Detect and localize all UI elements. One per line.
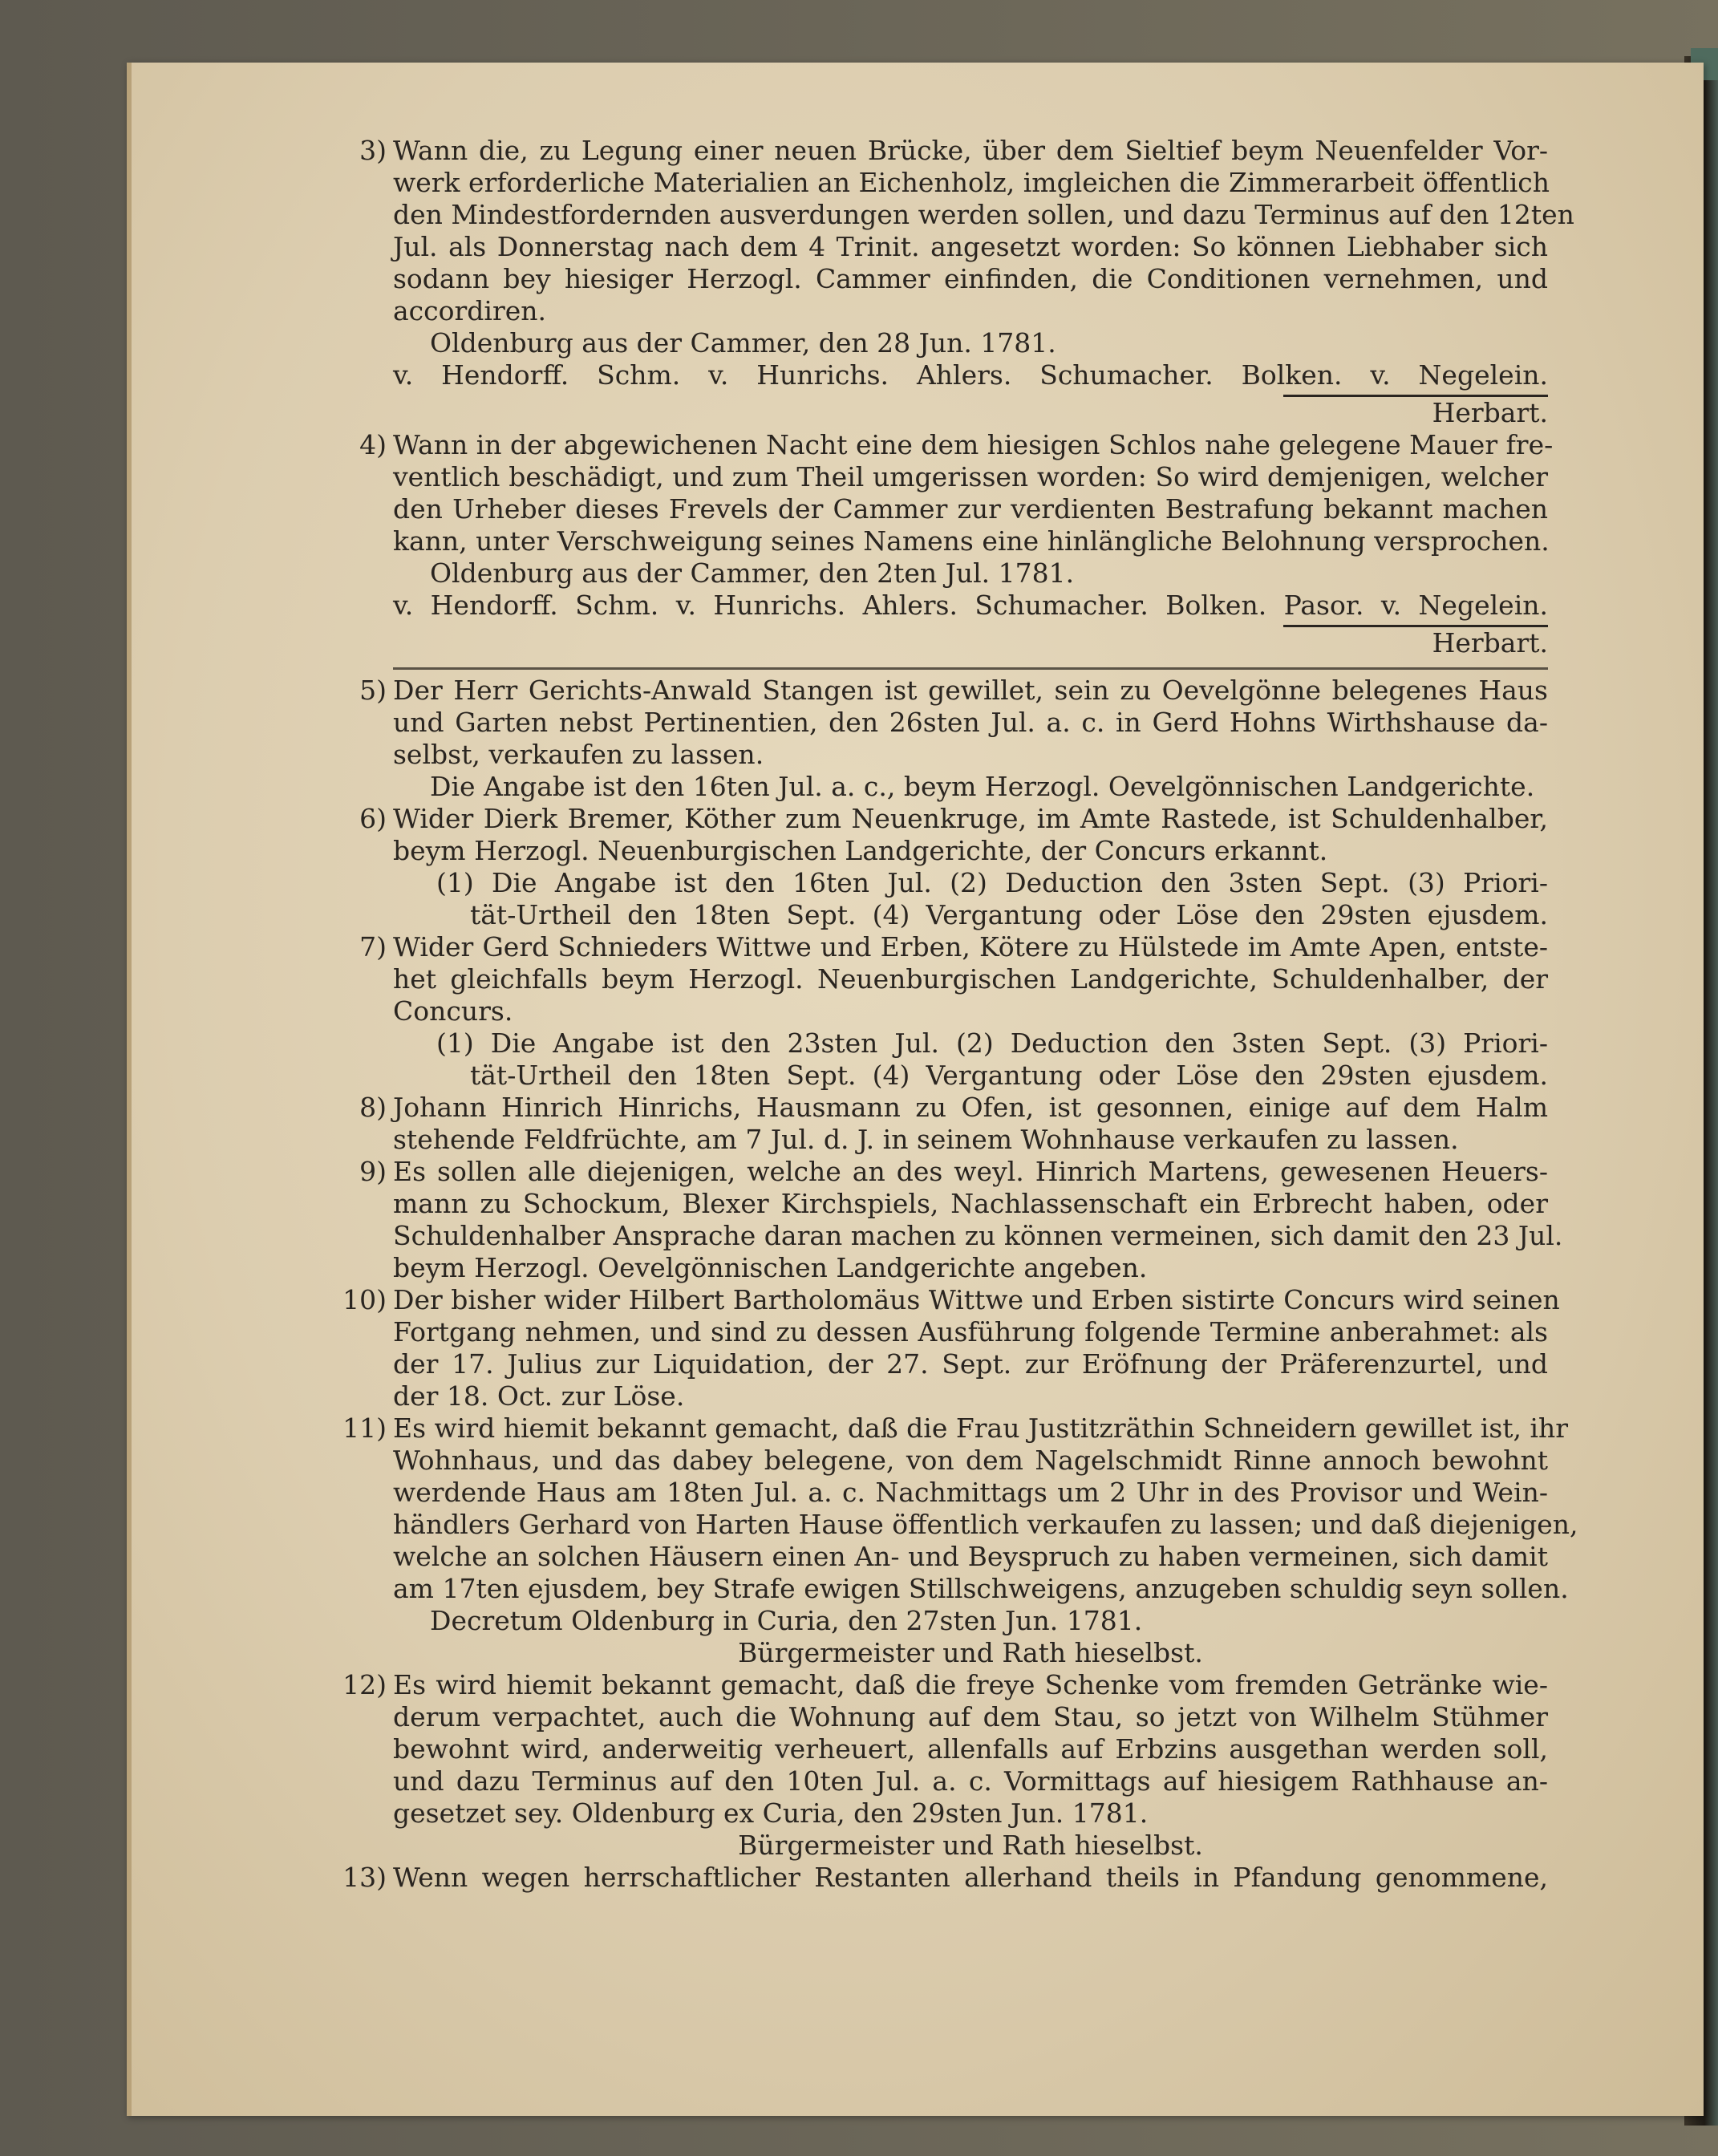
text-line: bewohnt wird, anderweitig verheuert, allenfalls auf Erbzins ausgethan werden soll,: [393, 1733, 1548, 1765]
text-line: Der bisher wider Hilbert Bartholomäus Wittwe und Erben sistirte Concurs wird seinen: [393, 1284, 1560, 1315]
entry-number: 6): [359, 803, 387, 834]
term-line: (1) Die Angabe ist den 16ten Jul. (2) Deduction den 3sten Sept. (3) Priori-: [436, 867, 1548, 898]
term-line: tät-Urtheil den 18ten Sept. (4) Vergantung oder Löse den 29sten ejusdem.: [470, 899, 1548, 930]
term-line: (1) Die Angabe ist den 23sten Jul. (2) Deduction den 3sten Sept. (3) Priori-: [436, 1027, 1548, 1059]
text-line: Wann in der abgewichenen Nacht eine dem hiesigen Schlos nahe gelegene Mauer fre-: [393, 429, 1554, 460]
text-line: Schuldenhalber Ansprache daran machen zu können vermeinen, sich damit den 23 Jul.: [393, 1220, 1563, 1251]
text-line: ventlich beschädigt, und zum Theil umgerissen worden: So wird demjenigen, welcher: [393, 461, 1548, 492]
entry-number: 12): [342, 1669, 387, 1700]
entry-11: [342, 1412, 1578, 1669]
entry-13: [342, 1862, 1548, 1894]
date-line: Decretum Oldenburg in Curia, den 27sten Jun. 1781.: [430, 1605, 1143, 1636]
text-line: Jul. als Donnerstag nach dem 4 Trinit. angesetzt worden: So können Liebhaber sich: [393, 231, 1548, 262]
text-line: werk erforderliche Materialien an Eichenholz, imgleichen die Zimmerarbeit öffentlich: [393, 167, 1550, 198]
entry-number: 11): [342, 1412, 387, 1444]
text-line: und Garten nebst Pertinentien, den 26sten Jul. a. c. in Gerd Hohns Wirthshause da-: [393, 707, 1548, 738]
entry-number: 8): [359, 1092, 387, 1123]
signature-line: Bürgermeister und Rath hieselbst.: [738, 1637, 1203, 1668]
entry-number: 5): [359, 675, 387, 706]
entry-number: 7): [359, 931, 387, 962]
text-line: beym Herzogl. Oevelgönnischen Landgerichte angeben.: [393, 1252, 1148, 1283]
document-text: [342, 135, 1578, 1894]
entry-number: 4): [359, 429, 387, 460]
text-line: und dazu Terminus auf den 10ten Jul. a. c. Vormittags auf hiesigem Rathhause an-: [393, 1765, 1548, 1797]
text-line: mann zu Schockum, Blexer Kirchspiels, Nachlassenschaft ein Erbrecht haben, oder: [393, 1188, 1548, 1219]
signature-line: v. Hendorff. Schm. v. Hunrichs. Ahlers. Schumacher. Bolken. v. Negelein.: [393, 359, 1548, 391]
signature-line: v. Hendorff. Schm. v. Hunrichs. Ahlers. Schumacher. Bolken. Pasor. v. Negelein.: [393, 590, 1548, 621]
text-line: der 17. Julius zur Liquidation, der 27. Sept. zur Eröfnung der Präferenzurtel, und: [393, 1348, 1548, 1380]
text-line: welche an solchen Häusern einen An- und Beyspruch zu haben vermeinen, sich damit: [393, 1541, 1548, 1572]
text-line: het gleichfalls beym Herzogl. Neuenburgischen Landgerichte, Schuldenhalber, der: [393, 963, 1548, 995]
text-line: Wohnhaus, und das dabey belegene, von dem Nagelschmidt Rinne annoch bewohnt: [393, 1445, 1548, 1476]
text-line: accordiren.: [393, 295, 547, 326]
text-line: Der Herr Gerichts-Anwald Stangen ist gewillet, sein zu Oevelgönne belegenes Haus: [393, 675, 1548, 706]
entry-number: 3): [359, 135, 387, 166]
text-line: Concurs.: [393, 995, 513, 1027]
date-line: Oldenburg aus der Cammer, den 28 Jun. 1781.: [430, 327, 1056, 359]
entry-number: 9): [359, 1156, 387, 1187]
text-line: Wider Gerd Schnieders Wittwe und Erben, Kötere zu Hülstede im Amte Apen, entste-: [393, 931, 1548, 962]
entry-number: 10): [342, 1284, 387, 1315]
text-line: Es wird hiemit bekannt gemacht, daß die freye Schenke vom fremden Getränke wie-: [393, 1669, 1548, 1700]
entry-9: [359, 1156, 1563, 1284]
text-line: händlers Gerhard von Harten Hause öffentlich verkaufen zu lassen; und daß diejenigen,: [393, 1509, 1578, 1540]
text-line: Es wird hiemit bekannt gemacht, daß die Frau Justitzräthin Schneidern gewillet ist, ihr: [393, 1412, 1569, 1444]
text-line: Wenn wegen herrschaftlicher Restanten allerhand theils in Pfandung genommene,: [393, 1862, 1548, 1893]
text-line: den Mindestfordernden ausverdungen werden sollen, und dazu Terminus auf den 12ten: [393, 199, 1574, 230]
entry-4: [359, 429, 1554, 659]
text-line: werdende Haus am 18ten Jul. a. c. Nachmittags um 2 Uhr in des Provisor und Wein-: [393, 1477, 1548, 1508]
text-line: gesetzet sey. Oldenburg ex Curia, den 29sten Jun. 1781.: [393, 1797, 1149, 1829]
extra-signature: Herbart.: [1432, 397, 1548, 428]
entry-12: [342, 1669, 1548, 1862]
text-line: beym Herzogl. Neuenburgischen Landgerichte, der Concurs erkannt.: [393, 835, 1328, 866]
entry-7: [359, 931, 1548, 1092]
extra-signature: Herbart.: [1432, 627, 1548, 659]
text-line: Wann die, zu Legung einer neuen Brücke, über dem Sieltief beym Neuenfelder Vor-: [393, 135, 1548, 166]
text-line: am 17ten ejusdem, bey Strafe ewigen Stillschweigens, anzugeben schuldig seyn sollen.: [393, 1573, 1569, 1604]
text-line: kann, unter Verschweigung seines Namens eine hinlängliche Belohnung versprochen.: [393, 525, 1550, 557]
text-line: den Urheber dieses Frevels der Cammer zur verdienten Bestrafung bekannt machen: [393, 493, 1548, 525]
entry-5: [359, 675, 1548, 803]
text-line: Fortgang nehmen, und sind zu dessen Ausführung folgende Termine anberahmet: als: [393, 1316, 1548, 1348]
section-divider: [393, 667, 1548, 670]
entry-3: [359, 135, 1574, 429]
text-line: Johann Hinrich Hinrichs, Hausmann zu Ofen, ist gesonnen, einige auf dem Halm: [393, 1092, 1548, 1123]
term-line: tät-Urtheil den 18ten Sept. (4) Vergantung oder Löse den 29sten ejusdem.: [470, 1060, 1548, 1091]
entry-number: 13): [342, 1862, 387, 1893]
entry-8: [359, 1092, 1548, 1156]
text-line: der 18. Oct. zur Löse.: [393, 1380, 685, 1412]
note-line: Die Angabe ist den 16ten Jul. a. c., beym Herzogl. Oevelgönnischen Landgerichte.: [430, 771, 1535, 802]
text-line: Es sollen alle diejenigen, welche an des weyl. Hinrich Martens, gewesenen Heuers-: [393, 1156, 1548, 1187]
text-line: stehende Feldfrüchte, am 7 Jul. d. J. in seinem Wohnhause verkaufen zu lassen.: [393, 1124, 1459, 1155]
text-line: derum verpachtet, auch die Wohnung auf dem Stau, so jetzt von Wilhelm Stühmer: [393, 1701, 1548, 1732]
text-line: Wider Dierk Bremer, Köther zum Neuenkruge, im Amte Rastede, ist Schuldenhalber,: [393, 803, 1548, 834]
signature-line: Bürgermeister und Rath hieselbst.: [738, 1830, 1203, 1861]
text-line: selbst, verkaufen zu lassen.: [393, 739, 764, 770]
date-line: Oldenburg aus der Cammer, den 2ten Jul. 1781.: [430, 557, 1075, 589]
entry-10: [342, 1284, 1560, 1412]
text-line: sodann bey hiesiger Herzogl. Cammer einfinden, die Conditionen vernehmen, und: [393, 263, 1548, 294]
entry-6: [359, 803, 1548, 931]
